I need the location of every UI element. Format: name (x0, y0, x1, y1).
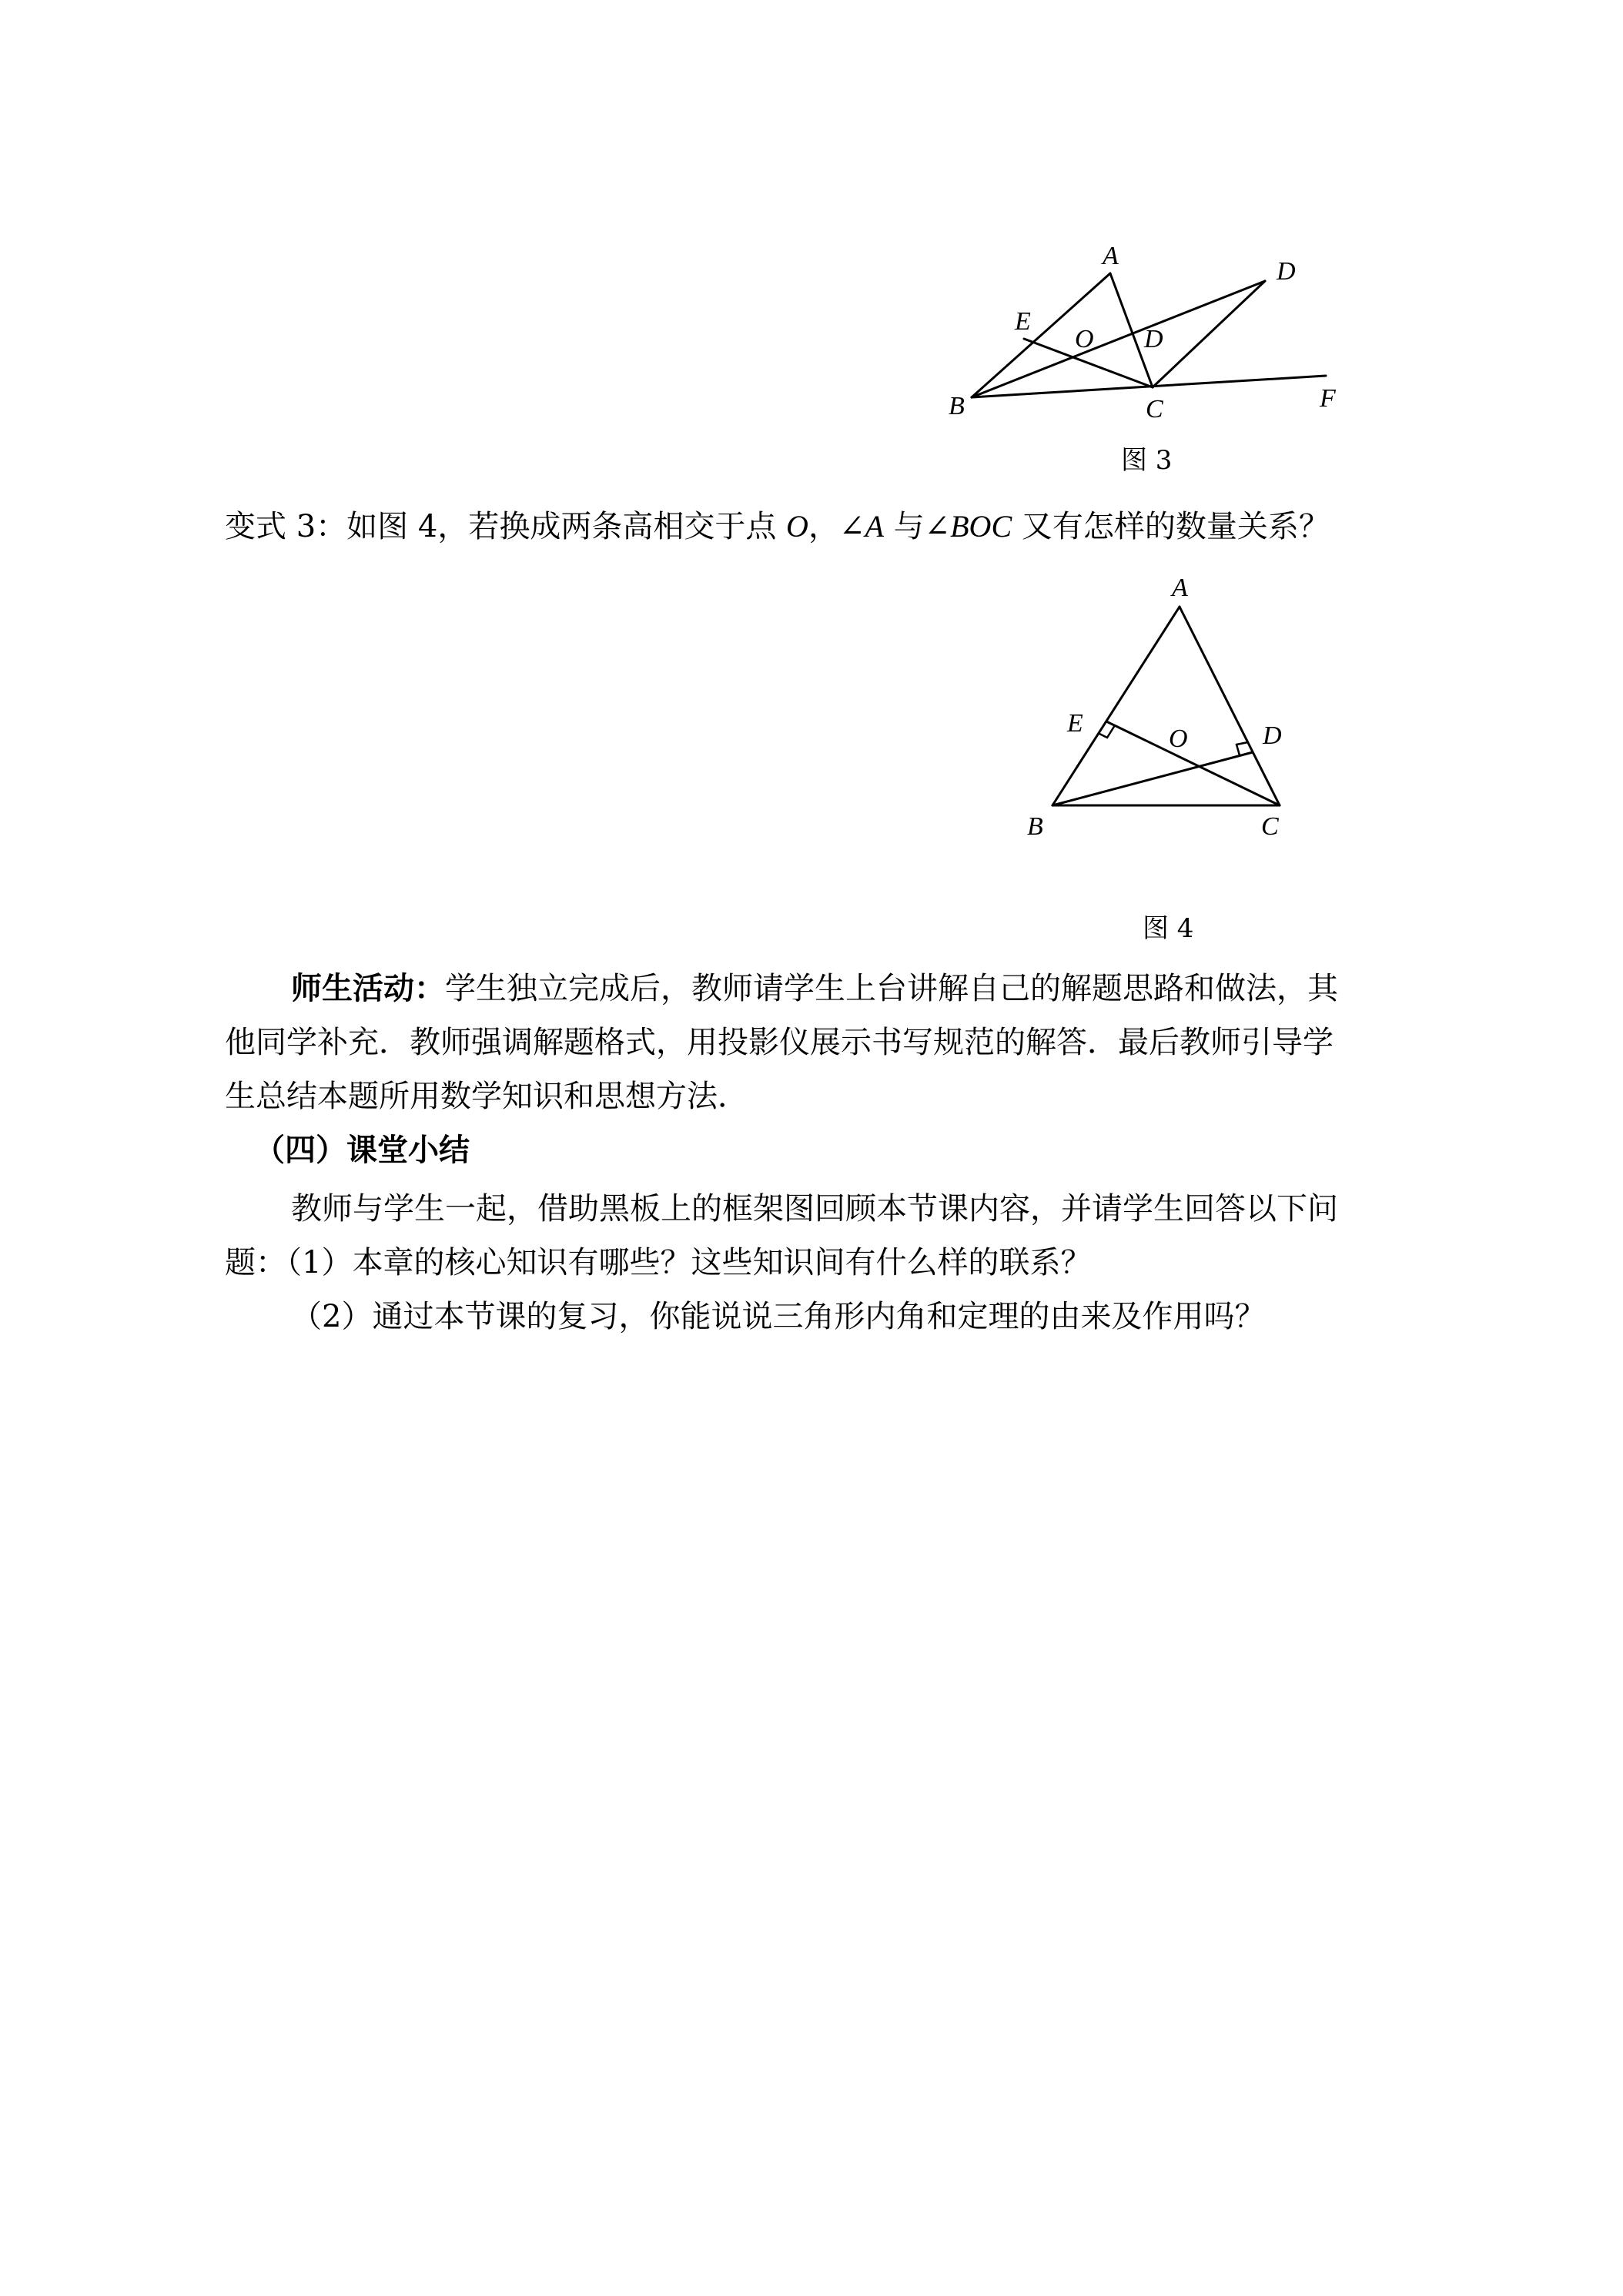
variant-3-suffix: 又有怎样的数量关系？ (1012, 509, 1330, 544)
variant-3-prefix: 变式 3：如图 4，若换成两条高相交于点 (225, 509, 787, 544)
summary-line-1: 教师与学生一起，借助黑板上的框架图回顾本节课内容，并请学生回答以下问 (291, 1191, 1338, 1227)
figure-4-diagram (0, 0, 1623, 924)
label-d: D (1263, 721, 1282, 750)
figure-4 (0, 0, 1623, 924)
variant-3-angle-a: A (865, 509, 884, 544)
activity-text-1: 学生独立完成后，教师请学生上台讲解自己的解题思路和做法，其 (445, 971, 1338, 1006)
label-e: E (1015, 307, 1031, 336)
variant-3-angle-boc: BOC (950, 509, 1012, 544)
activity-line-3: 生总结本题所用数学知识和思想方法． (225, 1079, 748, 1114)
label-b: B (1027, 812, 1043, 841)
variant-3-point-o: O (786, 509, 808, 544)
altitude-ce (1106, 721, 1280, 805)
label-d-mid: D (1144, 325, 1163, 353)
figure-3-caption: 图 3 (1121, 445, 1173, 476)
activity-line-2: 他同学补充．教师强调解题格式，用投影仪展示书写规范的解答．最后教师引导学 (225, 1025, 1334, 1060)
label-e: E (1067, 709, 1083, 738)
label-c: C (1261, 812, 1279, 841)
summary-heading: （四）课堂小结 (254, 1132, 470, 1168)
activity-line-1 (291, 970, 1338, 1007)
label-o: O (1075, 325, 1094, 353)
label-b: B (949, 392, 965, 420)
activity-label: 师生活动： (291, 970, 445, 1006)
label-o: O (1169, 725, 1188, 753)
label-f: F (1320, 384, 1336, 413)
label-a: A (1103, 242, 1119, 270)
summary-line-2: 题：（1）本章的核心知识有哪些？这些知识间有什么样的联系？ (225, 1245, 1092, 1280)
summary-line-3: （2）通过本节课的复习，你能说说三角形内角和定理的由来及作用吗？ (291, 1299, 1266, 1334)
label-a: A (1172, 574, 1188, 602)
variant-3-mid2: 与∠ (883, 509, 951, 544)
label-d-top: D (1277, 257, 1296, 286)
segment-ac (1180, 607, 1280, 805)
label-c: C (1146, 395, 1163, 423)
variant-3-mid1: ，∠ (808, 509, 865, 544)
figure-4-caption: 图 4 (1143, 913, 1194, 944)
